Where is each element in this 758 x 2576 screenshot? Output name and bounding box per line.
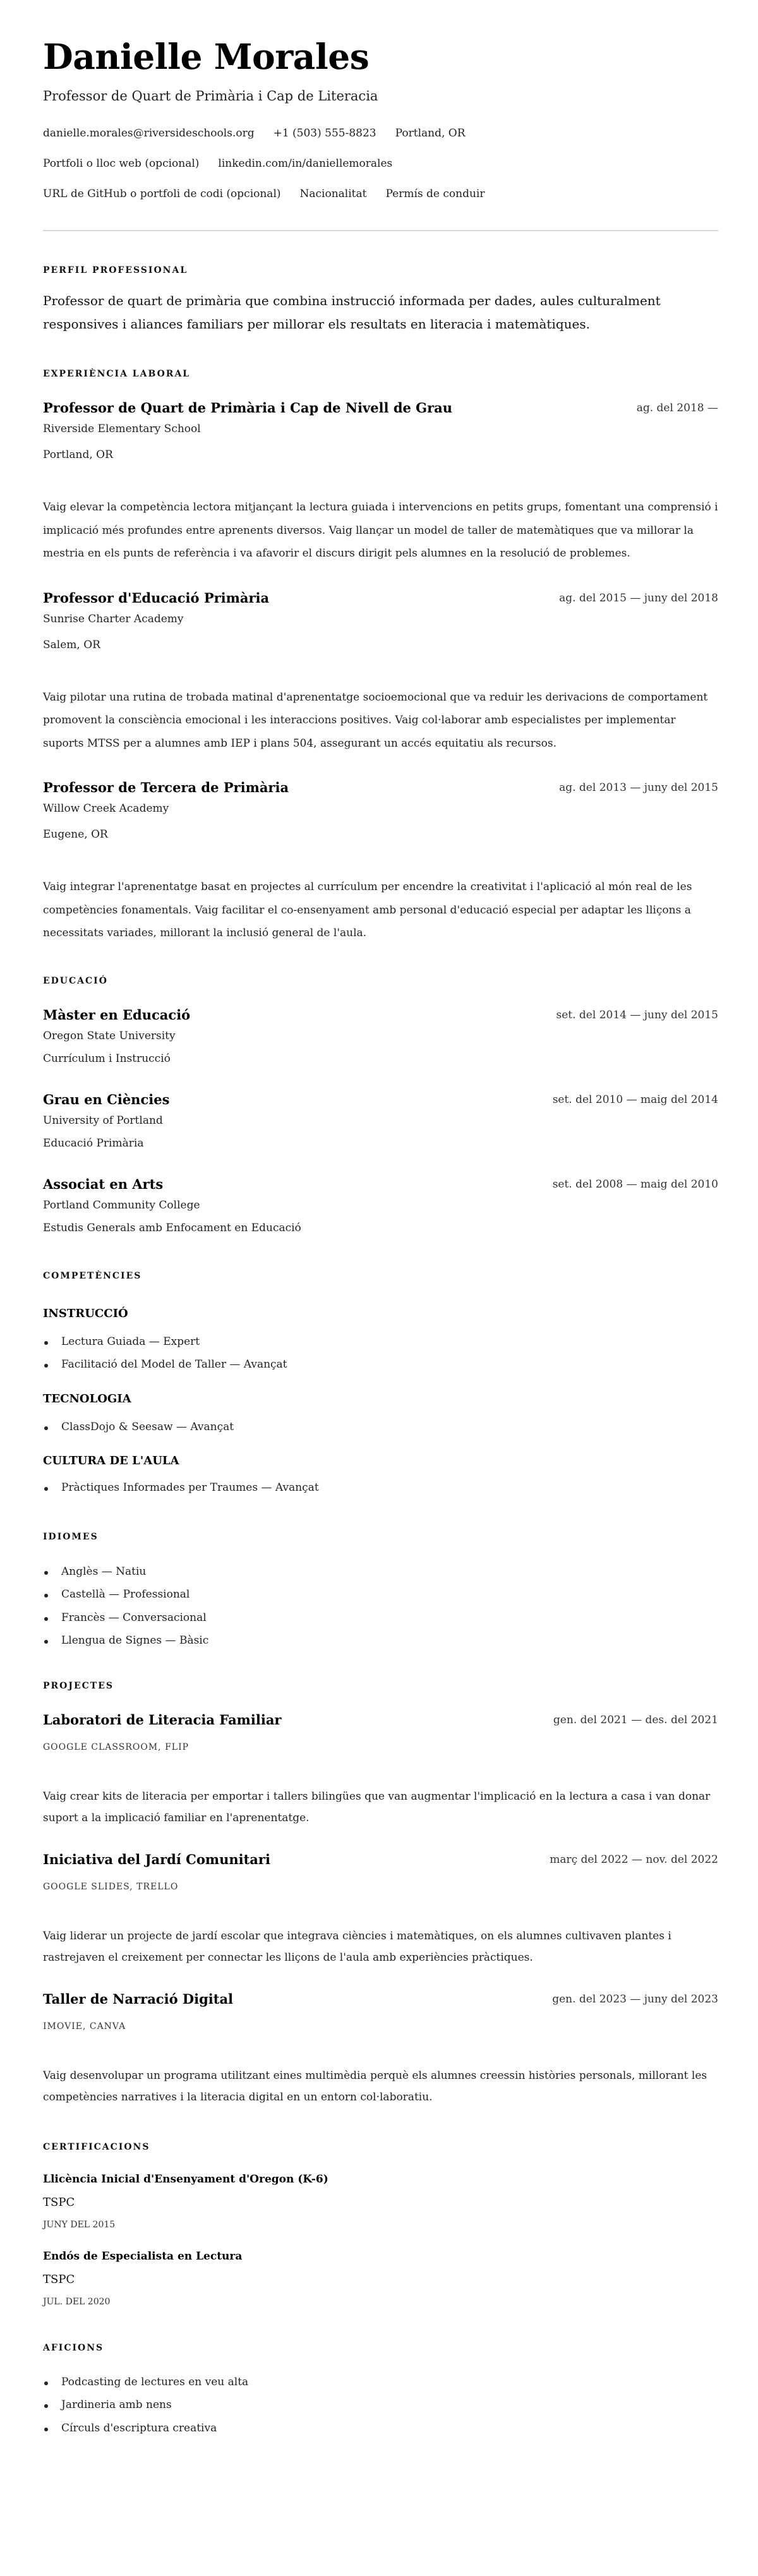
job-location: Eugene, OR	[43, 828, 108, 841]
certification-entry	[43, 2171, 718, 2231]
phone: +1 (503) 555-8823	[273, 127, 376, 140]
section-heading: EXPERIÈNCIA LABORAL	[43, 369, 191, 379]
languages-section	[43, 1531, 718, 1652]
job-company: Willow Creek Academy	[43, 802, 169, 815]
project-title: Laboratori de Literacia Familiar	[43, 1711, 282, 1728]
profile-section	[43, 264, 718, 336]
language-item: Llengua de Signes — Bàsic	[43, 1629, 718, 1652]
project-entry	[43, 1711, 718, 1829]
school: University of Portland	[43, 1114, 163, 1127]
project-tech: GOOGLE CLASSROOM, FLIP	[43, 1742, 190, 1752]
section-heading: PERFIL PROFESSIONAL	[43, 265, 188, 275]
certifications-section	[43, 2141, 718, 2308]
certification-date: JUNY DEL 2015	[43, 2219, 116, 2230]
candidate-name: Danielle Morales	[43, 36, 370, 77]
skill-item: Pràctiques Informades per Traumes — Avançat	[43, 1476, 718, 1500]
project-entry	[43, 1990, 718, 2108]
language-item: Anglès — Natiu	[43, 1560, 718, 1584]
education-date: set. del 2014 — juny del 2015	[556, 1008, 718, 1021]
language-item: Castellà — Professional	[43, 1583, 718, 1606]
job-location: Portland, OR	[43, 448, 113, 461]
job-description: Vaig integrar l'aprenentatge basat en projectes al currículum per encendre la creativitat i l'aplicació al món real de les competències fonamentals. Vaig facilitar el co-ensenyament amb personal d'educació especial per adaptar les lliçons a necessitats variades, millorant la inclusió general de l'aula.	[43, 881, 692, 939]
language-list	[43, 1560, 718, 1652]
section-heading: CERTIFICACIONS	[43, 2141, 150, 2152]
job-title: Professor d'Educació Primària	[43, 589, 270, 606]
field-of-study: Educació Primària	[43, 1136, 144, 1150]
job-title: Professor de Quart de Primària i Cap de Nivell de Grau	[43, 400, 453, 416]
hobby-list	[43, 2371, 718, 2440]
job-description: Vaig elevar la competència lectora mitjançant la lectura guiada i intervencions en petits grups, fomentant una comprensió i implicació més profundes entre aprenents diversos. Vaig llançar un model de taller de matemàtiques que va millorar la mestria en els punts de referència i va afavorir el discurs dirigit pels alumnes en la resolució de problemes.	[43, 501, 718, 560]
job-company: Riverside Elementary School	[43, 423, 201, 435]
project-date: gen. del 2023 — juny del 2023	[552, 1992, 718, 2006]
section-heading: AFICIONS	[43, 2342, 104, 2353]
job-date: ag. del 2015 — juny del 2018	[559, 591, 718, 605]
project-title: Iniciativa del Jardí Comunitari	[43, 1851, 270, 1867]
project-description: Vaig crear kits de literacia per emportar i tallers bilingües que van augmentar l'implicació en la lectura a casa i van donar suport a la implicació familiar en l'aprenentatge.	[43, 1790, 711, 1824]
contact-row	[43, 179, 718, 209]
resume-header	[43, 37, 718, 209]
job-location: Salem, OR	[43, 638, 100, 651]
project-tech: GOOGLE SLIDES, TRELLO	[43, 1881, 179, 1892]
skill-item: Facilitació del Model de Taller — Avançat	[43, 1353, 718, 1376]
hobby-item: Jardineria amb nens	[43, 2393, 718, 2417]
certification-name: Llicència Inicial d'Ensenyament d'Oregon (K-6)	[43, 2172, 328, 2186]
header-divider	[43, 230, 718, 231]
education-entry	[43, 1090, 718, 1155]
skill-category: TECNOLOGIA	[43, 1392, 131, 1405]
linkedin-link[interactable]: linkedin.com/in/daniellemorales	[218, 157, 393, 170]
projects-section	[43, 1680, 718, 2108]
email-link[interactable]: danielle.morales@riversideschools.org	[43, 127, 255, 140]
resume	[43, 0, 718, 2440]
github-link[interactable]: URL de GitHub o portfoli de codi (opcional)	[43, 188, 281, 200]
skill-category: INSTRUCCIÓ	[43, 1306, 128, 1320]
field-of-study: Currículum i Instrucció	[43, 1052, 171, 1065]
job-description: Vaig pilotar una rutina de trobada matinal d'aprenentatge socioemocional que va reduir les derivacions de comportament promovent la consciència emocional i les interaccions positives. Vaig col·laborar amb especialistes per implementar suports MTSS per a alumnes amb IEP i plans 504, assegurant un accés equitatiu als recursos.	[43, 690, 708, 750]
job-date: ag. del 2013 — juny del 2015	[559, 781, 718, 794]
skill-list	[43, 1476, 718, 1500]
profile-summary: Professor de quart de primària que combina instrucció informada per dades, aules culturalment responsives i aliances familiars per millorar els resultats en literacia i matemàtiques.	[43, 293, 661, 332]
portfolio-link[interactable]: Portfoli o lloc web (opcional)	[43, 157, 200, 170]
education-date: set. del 2010 — maig del 2014	[552, 1093, 718, 1106]
job-entry	[43, 399, 718, 565]
contact-row	[43, 118, 718, 148]
education-entry	[43, 1175, 718, 1239]
project-title: Taller de Narració Digital	[43, 1990, 234, 2007]
certification-issuer: TSPC	[43, 2272, 75, 2286]
education-date: set. del 2008 — maig del 2010	[552, 1177, 718, 1191]
degree: Associat en Arts	[43, 1176, 164, 1192]
skill-category: CULTURA DE L'AULA	[43, 1454, 179, 1467]
experience-section	[43, 368, 718, 945]
certification-date: JUL. DEL 2020	[43, 2296, 111, 2307]
field-of-study: Estudis Generals amb Enfocament en Educació	[43, 1221, 301, 1234]
education-section	[43, 975, 718, 1239]
project-tech: IMOVIE, CANVA	[43, 2021, 126, 2031]
skill-item: Lectura Guiada — Expert	[43, 1330, 718, 1354]
job-entry	[43, 778, 718, 945]
skill-list	[43, 1416, 718, 1439]
degree: Màster en Educació	[43, 1006, 191, 1023]
skills-section	[43, 1270, 718, 1500]
school: Portland Community College	[43, 1198, 200, 1212]
project-entry	[43, 1850, 718, 1968]
job-date: ag. del 2018 —	[636, 402, 718, 414]
driving-license: Permís de conduir	[385, 188, 485, 200]
contact-row	[43, 148, 718, 179]
language-item: Francès — Conversacional	[43, 1606, 718, 1630]
certification-name: Endós de Especialista en Lectura	[43, 2249, 243, 2263]
location: Portland, OR	[395, 127, 466, 140]
certification-entry	[43, 2248, 718, 2308]
school: Oregon State University	[43, 1029, 176, 1042]
project-date: març del 2022 — nov. del 2022	[550, 1853, 718, 1866]
education-entry	[43, 1006, 718, 1070]
project-date: gen. del 2021 — des. del 2021	[553, 1713, 718, 1726]
section-heading: EDUCACIÓ	[43, 975, 108, 986]
project-description: Vaig desenvolupar un programa utilitzant eines multimèdia perquè els alumnes creessin històries personals, millorant les competències narratives i la literacia digital en un entorn col·laboratiu.	[43, 2069, 707, 2104]
section-heading: COMPETÈNCIES	[43, 1270, 142, 1281]
job-entry	[43, 589, 718, 755]
skill-item: ClassDojo & Seesaw — Avançat	[43, 1416, 718, 1439]
hobby-item: Podcasting de lectures en veu alta	[43, 2371, 718, 2394]
job-company: Sunrise Charter Academy	[43, 612, 184, 625]
degree: Grau en Ciències	[43, 1091, 170, 1107]
hobbies-section	[43, 2342, 718, 2440]
certification-issuer: TSPC	[43, 2195, 75, 2209]
section-heading: PROJECTES	[43, 1680, 114, 1691]
skill-list	[43, 1330, 718, 1376]
section-heading: IDIOMES	[43, 1531, 99, 1542]
nationality: Nacionalitat	[299, 188, 367, 200]
candidate-title: Professor de Quart de Primària i Cap de Literacia	[43, 88, 378, 104]
job-title: Professor de Tercera de Primària	[43, 779, 289, 795]
hobby-item: Círculs d'escriptura creativa	[43, 2417, 718, 2440]
project-description: Vaig liderar un projecte de jardí escolar que integrava ciències i matemàtiques, on els alumnes cultivaven plantes i rastrejaven el creixement per connectar les lliçons de l'aula amb experiències pràctiques.	[43, 1929, 671, 1964]
